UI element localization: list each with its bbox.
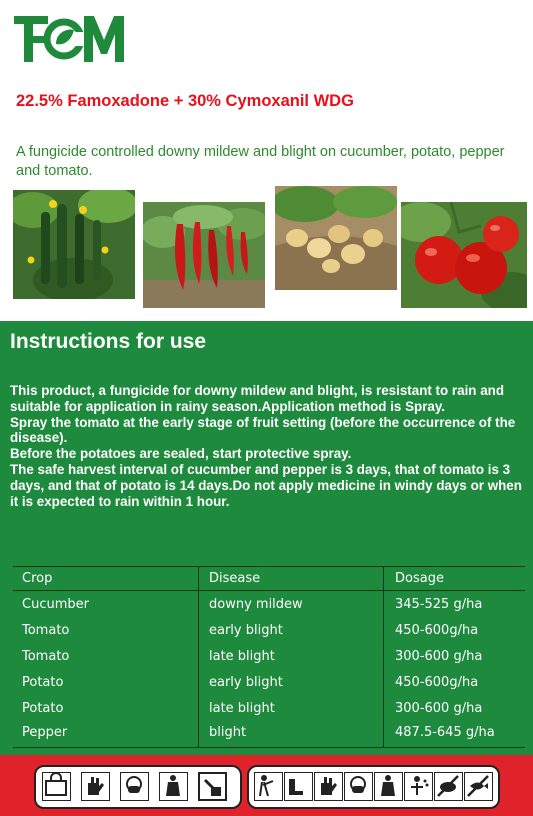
no-livestock-icon — [434, 772, 463, 801]
mask-icon — [120, 772, 149, 801]
measure-icon — [198, 772, 227, 801]
red-pepper-plant-image — [143, 202, 265, 308]
gloves-icon — [81, 772, 110, 801]
table-header-crop: Crop — [22, 571, 53, 586]
table-cell-dosage: 487.5-645 g/ha — [395, 725, 495, 740]
table-header-disease: Disease — [209, 571, 261, 586]
instruction-paragraph: Spray the tomato at the early stage of fruit setting (before the occurrence of the disease). — [10, 414, 516, 446]
table-cell-dosage: 300-600 g/ha — [395, 649, 483, 664]
table-cell-disease: blight — [209, 725, 247, 740]
no-fish-icon — [464, 772, 493, 801]
gloves-icon — [314, 772, 343, 801]
table-cell-disease: early blight — [209, 675, 283, 690]
table-cell-dosage: 450-600g/ha — [395, 623, 479, 638]
table-header-dosage: Dosage — [395, 571, 444, 586]
wash-icon — [404, 772, 433, 801]
instructions-text — [10, 383, 525, 509]
table-top-border — [13, 566, 525, 567]
table-cell-crop: Tomato — [22, 623, 70, 638]
table-cell-disease: late blight — [209, 649, 275, 664]
product-title: 22.5% Famoxadone + 30% Cymoxanil WDG — [16, 92, 354, 110]
pictogram-group-storage — [34, 765, 242, 809]
table-cell-dosage: 345-525 g/ha — [395, 597, 483, 612]
store-locked-icon — [42, 772, 71, 801]
pictogram-group-application — [247, 765, 500, 809]
table-cell-crop: Potato — [22, 675, 64, 690]
table-cell-disease: downy mildew — [209, 597, 303, 612]
table-cell-crop: Pepper — [22, 725, 68, 740]
product-description: A fungicide controlled downy mildew and blight on cucumber, potato, pepper and tomato. — [16, 144, 505, 179]
table-cell-dosage: 300-600 g/ha — [395, 701, 483, 716]
table-cell-disease: early blight — [209, 623, 283, 638]
boots-icon — [284, 772, 313, 801]
instruction-paragraph: The safe harvest interval of cucumber and pepper is 3 days, that of tomato is 3 days, and that of potato is 14 days.Do not apply medicine in windy days or when it is expected to rain within 1 hour. — [10, 461, 522, 509]
cucumber-plant-image — [13, 190, 135, 299]
tomato-cluster-image — [401, 202, 527, 308]
apron-icon — [374, 772, 403, 801]
table-cell-crop: Cucumber — [22, 597, 89, 612]
table-column-divider — [198, 566, 199, 748]
instruction-paragraph: Before the potatoes are sealed, start protective spray. — [10, 446, 352, 462]
table-header-divider — [13, 590, 525, 591]
table-cell-disease: late blight — [209, 701, 275, 716]
table-column-divider — [383, 566, 384, 748]
apron-icon — [159, 772, 188, 801]
potato-harvest-image — [275, 186, 397, 290]
table-cell-crop: Tomato — [22, 649, 70, 664]
table-cell-dosage: 450-600g/ha — [395, 675, 479, 690]
instructions-title: Instructions for use — [10, 330, 207, 353]
dosage-table — [13, 566, 525, 748]
instruction-paragraph: This product, a fungicide for downy mildew and blight, is resistant to rain and suitable for application in rainy season.Application method is Spray. — [10, 383, 505, 414]
spray-icon — [254, 772, 283, 801]
table-bottom-border — [13, 747, 525, 748]
table-cell-crop: Potato — [22, 701, 64, 716]
fcm-logo — [14, 14, 126, 64]
mask-icon — [344, 772, 373, 801]
